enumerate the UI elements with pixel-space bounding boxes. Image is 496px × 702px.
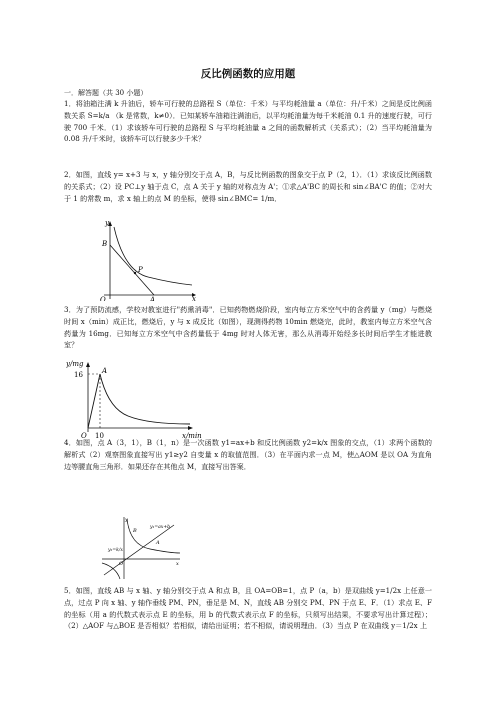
y-axis-arrow: [86, 362, 90, 367]
label-a: A: [150, 296, 156, 301]
label-o: O: [100, 296, 106, 301]
label-o: O: [119, 561, 124, 567]
figure-3-graph: [66, 358, 206, 440]
label-a: A: [102, 367, 108, 375]
section-heading: 一．解答题（共 30 小题）: [64, 89, 148, 97]
label-p: P: [138, 266, 143, 274]
label-o: O: [81, 432, 87, 440]
problem-4: 4．如图，点 A（3，1），B（1，n）是一次函数 y1=ax+b 和反比例函数 y2=k/x 图象的交点，（1）求两个函数的解析式（2）观察图象直接写出 y1≥y2 自变量 x 的取值范围．（3）在平面内求一点 M，使△AOM 是以 OA 为直角边等腰直角三角形．如果还存在其他点 M，直接写出答案．: [64, 438, 432, 471]
label-line: y₁=ax+b: [150, 525, 170, 530]
point-p: [134, 272, 136, 274]
label-y: y: [105, 219, 109, 227]
figure-2-graph: [88, 219, 200, 301]
label-b: B: [102, 240, 108, 248]
problem-2: 2．如图，直线 y= x+3 与 x，y 轴分别交于点 A，B，与反比例函数的图象交于点 P（2，1）．（1）求该反比例函数的关系式；（2）设 PC⊥y 轴于点 C，点 A 关于 y 轴的对称点为 A'；①求△A'BC 的周长和 sin∠BA'C 的值；②对大于 1 的常数 m，求 x 轴上的点 M 的坐标，使得 sin∠BMC= 1/m．: [64, 170, 432, 203]
label-x: x: [176, 561, 179, 567]
label-y: y/mg: [66, 360, 84, 368]
label-x: x: [192, 295, 196, 301]
tick-y: 16: [74, 371, 83, 379]
tick-x: 10: [95, 432, 104, 440]
figure-4-graph: [100, 515, 182, 581]
label-y: y: [125, 517, 128, 523]
problem-3: 3．为了预防流感，学校对教室进行"药熏消毒"．已知药物燃烧阶段，室内每立方米空气中的含药量 y（mg）与燃烧时间 x（min）成正比，燃烧后，y 与 x 成反比（如图），现测得药物 10min 燃烧完，此时，教室内每立方米空气含药量为 16mg．已知每立方米空气中含药量低于 4mg 时对人体无害，那么从消毒开始经多长时间后学生才能进教室？: [64, 305, 432, 350]
label-curve: y₂=k/x: [108, 548, 123, 553]
page-title: 反比例函数的应用题: [200, 68, 296, 80]
x-axis-arrow: [188, 426, 193, 430]
linear-segment: [88, 374, 100, 428]
label-b: B: [133, 528, 137, 534]
inverse-curve: [100, 374, 190, 424]
problem-5: 5．如图，直线 AB 与 x 轴、y 轴分别交于点 A 和点 B，且 OA=OB=1，点 P（a，b）是双曲线 y=1/2x 上任意一点，过点 P 向 x 轴、y 轴作垂线 PM、PN，垂足是 M、N，直线 AB 分别交 PM、PN 于点 E、F．（1）求点 E、F 的坐标（用 a 的代数式表示点 E 的坐标，用 b 的代数式表示点 F 的坐标，只须写出结果，不要求写出计算过程）；（2）△AOF 与△BOE 是否相似？若相似，请给出证明；若不相似，请说明理由．（3）当点 P 在双曲线 y＝1/2x 上: [64, 586, 432, 631]
problem-1: 1．将油箱注满 k 升油后，轿车可行驶的总路程 S（单位：千米）与平均耗油量 a（单位：升/千米）之间是反比例函数关系 S=k/a （k 是常数，k≠0）．已知某轿车油箱注满油后，以平均耗油量为每千米耗油 0.1 升的速度行驶，可行驶 700 千米．（1）求该轿车可行驶的总路程 S 与平均耗油量 a 之间的函数解析式（关系式）；（2）当平均耗油量为 0.08 升/千米时，该轿车可以行驶多少千米？: [64, 99, 432, 144]
line-ab: [110, 245, 154, 295]
label-a: A: [156, 540, 160, 546]
label-x: x/min: [182, 432, 202, 440]
hyperbola-curve: [114, 227, 192, 285]
